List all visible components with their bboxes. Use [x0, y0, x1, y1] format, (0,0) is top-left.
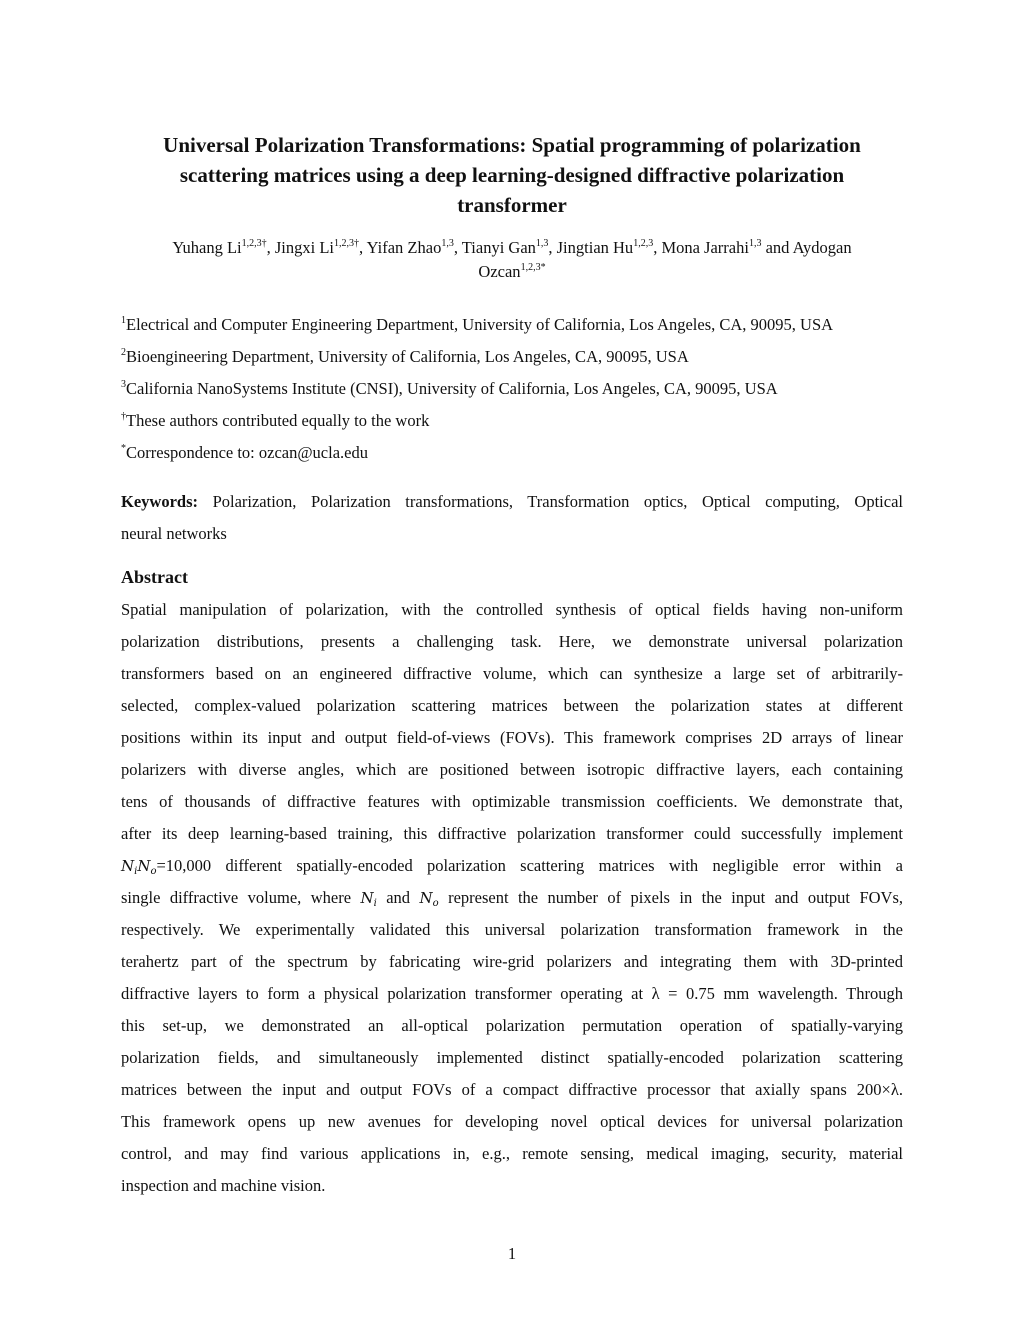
abstract-line: matrices between the input and output FOVs of a compact diffractive processor that axially spans 200×λ. — [121, 1080, 903, 1099]
page-number: 1 — [507, 1244, 517, 1263]
affiliation-mark: 2 — [121, 347, 126, 358]
affiliation-text: California NanoSystems Institute (CNSI), University of California, Los Angeles, CA, 90095, USA — [126, 379, 778, 398]
author-affiliation-mark: 1,3 — [535, 238, 549, 249]
title-line: Universal Polarization Transformations: Spatial programming of polarization — [163, 133, 861, 157]
correspondence-note — [121, 442, 921, 464]
math-no: $N_o$ — [419, 889, 439, 909]
abstract-line: polarization fields, and simultaneously implemented distinct spatially-encoded polarization scattering — [121, 1048, 903, 1067]
abstract-line: Spatial manipulation of polarization, with the controlled synthesis of optical fields having non-uniform — [121, 600, 903, 619]
keywords-line — [121, 486, 903, 518]
keywords-label: Keywords: — [121, 492, 198, 511]
abstract-line: diffractive layers to form a physical polarization transformer operating at λ = 0.75 mm wavelength. Through — [121, 984, 903, 1003]
abstract-line: control, and may find various applications in, e.g., remote sensing, medical imaging, security, material — [121, 1144, 903, 1163]
abstract-line — [121, 850, 903, 882]
equal-contribution-note — [121, 410, 921, 432]
affiliation-mark: † — [121, 411, 126, 422]
abstract-body — [121, 594, 903, 1202]
abstract-text: =10,000 different spatially-encoded polarization scattering matrices with negligible error within a — [156, 856, 903, 875]
author-list — [110, 236, 914, 284]
author-separator: , — [653, 238, 662, 257]
affiliation-1 — [121, 314, 921, 336]
author-separator: and Aydogan — [761, 238, 852, 257]
math-ni-no: $N_iN_o$ — [121, 857, 157, 877]
affiliation-mark: 1 — [121, 315, 126, 326]
author-separator: , — [453, 238, 462, 257]
abstract-line: respectively. We experimentally validated this universal polarization transformation framework in the — [121, 920, 903, 939]
author-affiliation-mark: 1,2,3 — [633, 238, 654, 249]
abstract-line: terahertz part of the spectrum by fabricating wire-grid polarizers and integrating them with 3D-printed — [121, 952, 903, 971]
affiliation-2 — [121, 346, 921, 368]
keywords-line: neural networks — [121, 524, 227, 543]
abstract-line: transformers based on an engineered diffractive volume, which can synthesize a large set of arbitrarily- — [121, 664, 903, 683]
author-separator: , — [359, 238, 367, 257]
author-name: Yifan Zhao — [366, 238, 442, 257]
affiliation-text: These authors contributed equally to the work — [126, 411, 430, 430]
abstract-text: and — [376, 888, 420, 907]
author-affiliation-mark: 1,3 — [748, 238, 762, 249]
math-ni: $N_i$ — [360, 889, 377, 909]
author-affiliation-mark: 1,3 — [441, 238, 454, 249]
abstract-line: polarization distributions, presents a challenging task. Here, we demonstrate universal polarization — [121, 632, 903, 651]
abstract-line — [121, 882, 903, 914]
abstract-line: inspection and machine vision. — [121, 1176, 326, 1195]
abstract-text: represent the number of pixels in the input and output FOVs, — [438, 888, 904, 907]
affiliation-text: Correspondence to: ozcan@ucla.edu — [126, 443, 368, 462]
author-name: Jingxi Li — [274, 238, 334, 257]
abstract-line: this set-up, we demonstrated an all-optical polarization permutation operation of spatially-varying — [121, 1016, 903, 1035]
author-affiliation-mark: 1,2,3† — [241, 238, 267, 249]
keywords — [121, 486, 903, 550]
author-line — [110, 260, 914, 284]
author-name: Mona Jarrahi — [661, 238, 749, 257]
affiliation-mark: 3 — [121, 379, 126, 390]
abstract-line: This framework opens up new avenues for developing novel optical devices for universal polarization — [121, 1112, 903, 1131]
author-name: Yuhang Li — [172, 238, 242, 257]
affiliation-3 — [121, 378, 921, 400]
abstract-line: polarizers with diverse angles, which are positioned between isotropic diffractive layers, each containing — [121, 760, 903, 779]
author-separator: , — [548, 238, 557, 257]
paper-title — [110, 130, 914, 220]
author-line — [110, 236, 914, 260]
affiliation-text: Electrical and Computer Engineering Department, University of California, Los Angeles, CA, 90095, USA — [126, 315, 834, 334]
abstract-line: selected, complex-valued polarization scattering matrices between the polarization states at different — [121, 696, 903, 715]
author-affiliation-mark: 1,2,3* — [520, 262, 546, 273]
keywords-text: Polarization, Polarization transformations, Transformation optics, Optical computing, Optical — [198, 492, 903, 511]
author-name: Jingtian Hu — [556, 238, 634, 257]
author-name: Tianyi Gan — [461, 238, 536, 257]
abstract-line: tens of thousands of diffractive features with optimizable transmission coefficients. We demonstrate that, — [121, 792, 903, 811]
affiliation-text: Bioengineering Department, University of California, Los Angeles, CA, 90095, USA — [126, 347, 689, 366]
abstract-line: after its deep learning-based training, this diffractive polarization transformer could successfully implement — [121, 824, 903, 843]
affiliation-mark: * — [121, 443, 126, 454]
title-line: scattering matrices using a deep learning-designed diffractive polarization — [179, 163, 845, 187]
abstract-line: positions within its input and output field-of-views (FOVs). This framework comprises 2D arrays of linear — [121, 728, 903, 747]
title-line: transformer — [457, 193, 567, 217]
abstract-text: single diffractive volume, where — [121, 888, 361, 907]
author-affiliation-mark: 1,2,3† — [334, 238, 359, 249]
author-separator: , — [266, 238, 275, 257]
abstract-heading: Abstract — [121, 567, 188, 587]
author-name: Ozcan — [478, 262, 521, 281]
